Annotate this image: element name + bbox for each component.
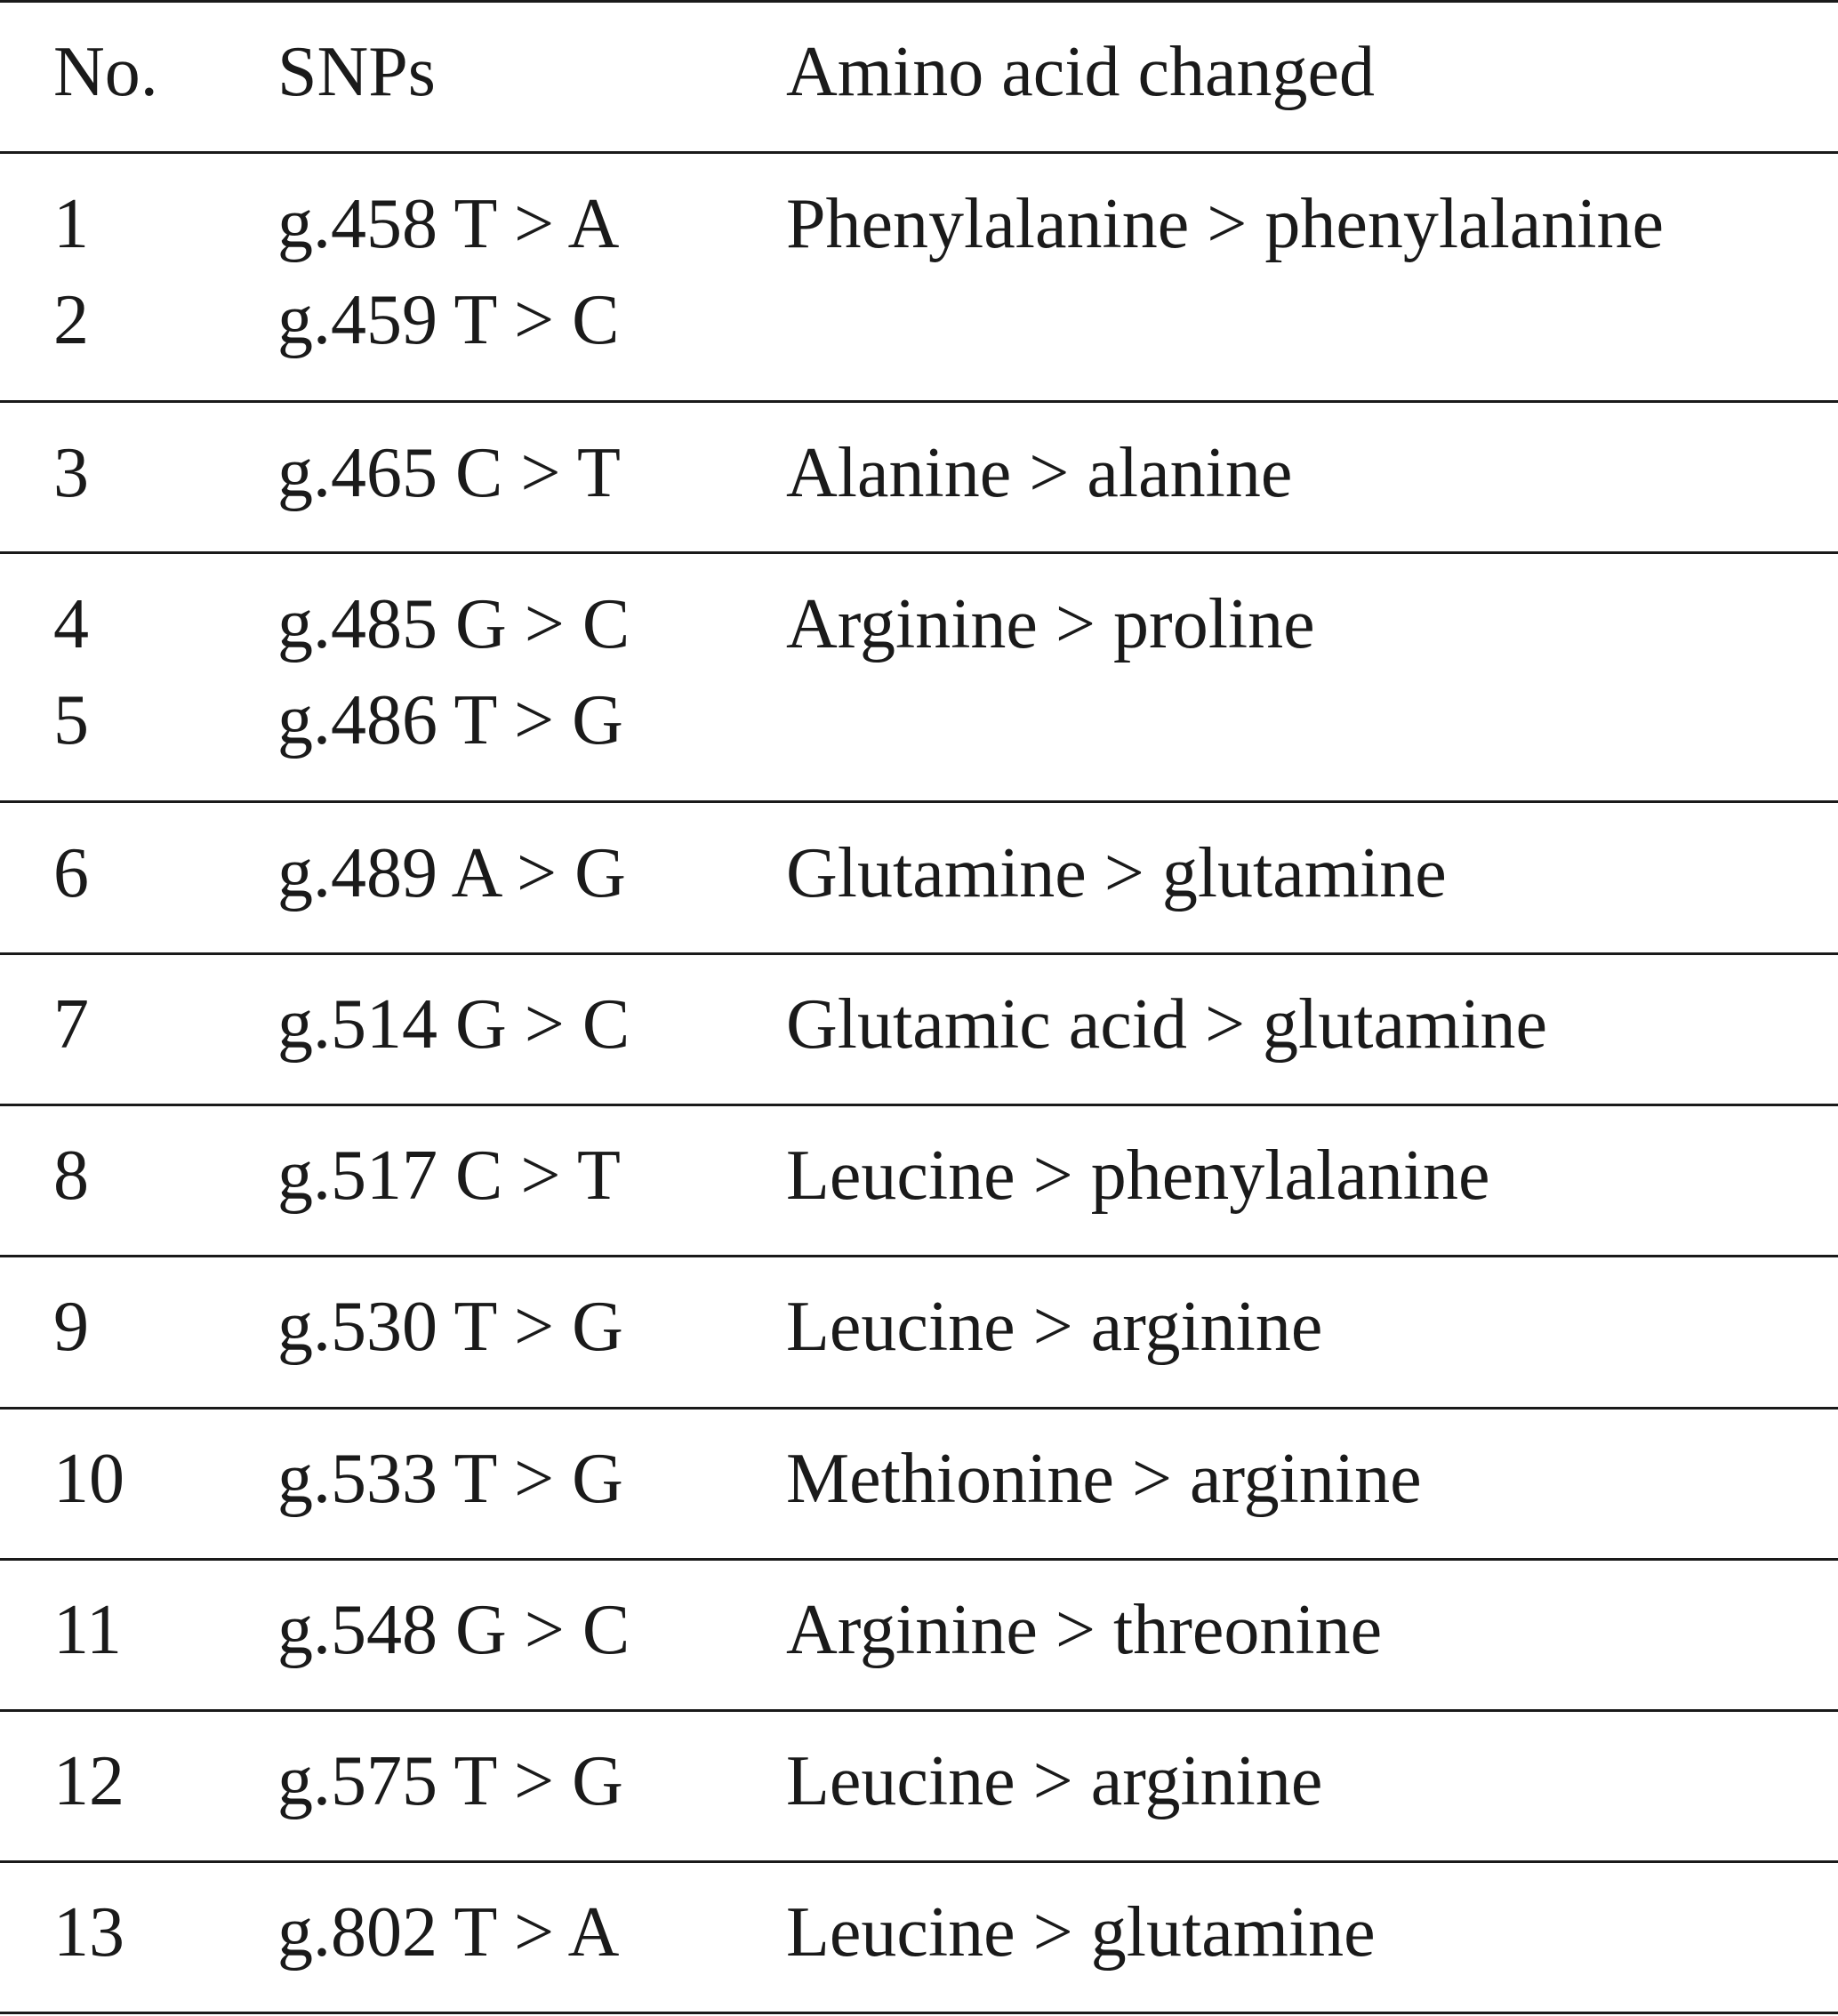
row-snp: g.548 G > C — [277, 1591, 630, 1669]
row-snp: g.459 T > C — [277, 281, 620, 359]
row-snp: g.489 A > G — [277, 834, 626, 912]
row-number: 4 — [53, 585, 89, 663]
row-line — [0, 271, 1838, 369]
row-line — [0, 1127, 1838, 1225]
row-number: 2 — [53, 281, 89, 359]
row-number: 9 — [53, 1288, 89, 1366]
row-number: 13 — [53, 1893, 124, 1972]
row-line — [0, 824, 1838, 922]
row-rule — [0, 1860, 1838, 1863]
row-snp: g.465 C > T — [277, 434, 621, 512]
header-snps: SNPs — [277, 33, 436, 111]
row-rule — [0, 1709, 1838, 1712]
row-rule — [0, 1255, 1838, 1257]
row-snp: g.802 T > A — [277, 1893, 620, 1972]
row-number: 11 — [53, 1591, 123, 1669]
row-number: 5 — [53, 681, 89, 759]
row-line — [0, 575, 1838, 673]
row-amino-acid-change: Glutamine > glutamine — [786, 834, 1447, 912]
row-number: 7 — [53, 985, 89, 1064]
row-line — [0, 424, 1838, 522]
row-snp: g.485 G > C — [277, 585, 630, 663]
row-line — [0, 1732, 1838, 1830]
row-line — [0, 976, 1838, 1073]
row-number: 12 — [53, 1742, 124, 1820]
row-amino-acid-change: Leucine > phenylalanine — [786, 1137, 1490, 1215]
row-snp: g.517 C > T — [277, 1137, 621, 1215]
row-rule — [0, 1407, 1838, 1410]
row-rule — [0, 551, 1838, 554]
header-line — [0, 23, 1838, 121]
row-amino-acid-change: Arginine > threonine — [786, 1591, 1383, 1669]
row-amino-acid-change: Arginine > proline — [786, 585, 1315, 663]
row-number: 3 — [53, 434, 89, 512]
row-snp: g.514 G > C — [277, 985, 630, 1064]
header-amino-acid: Amino acid changed — [786, 33, 1375, 111]
row-amino-acid-change: Glutamic acid > glutamine — [786, 985, 1547, 1064]
row-amino-acid-change: Methionine > arginine — [786, 1440, 1422, 1518]
row-rule — [0, 1104, 1838, 1106]
row-amino-acid-change: Alanine > alanine — [786, 434, 1293, 512]
row-number: 8 — [53, 1137, 89, 1215]
row-snp: g.575 T > G — [277, 1742, 623, 1820]
table-bottom-rule — [0, 2012, 1838, 2014]
row-snp: g.533 T > G — [277, 1440, 623, 1518]
row-line — [0, 1278, 1838, 1376]
row-line — [0, 1883, 1838, 1981]
row-rule — [0, 1558, 1838, 1561]
row-line — [0, 175, 1838, 273]
table-top-rule — [0, 0, 1838, 3]
row-amino-acid-change: Leucine > arginine — [786, 1288, 1323, 1366]
row-snp: g.486 T > G — [277, 681, 623, 759]
row-number: 10 — [53, 1440, 124, 1518]
row-snp: g.458 T > A — [277, 185, 620, 263]
row-line — [0, 671, 1838, 769]
row-number: 6 — [53, 834, 89, 912]
row-amino-acid-change: Leucine > arginine — [786, 1742, 1323, 1820]
row-line — [0, 1430, 1838, 1528]
row-rule — [0, 952, 1838, 955]
header-rule — [0, 151, 1838, 154]
row-line — [0, 1581, 1838, 1679]
row-amino-acid-change: Phenylalanine > phenylalanine — [786, 185, 1665, 263]
header-no: No. — [53, 33, 158, 111]
row-snp: g.530 T > G — [277, 1288, 623, 1366]
row-number: 1 — [53, 185, 89, 263]
row-rule — [0, 400, 1838, 403]
row-rule — [0, 800, 1838, 803]
row-amino-acid-change: Leucine > glutamine — [786, 1893, 1376, 1972]
